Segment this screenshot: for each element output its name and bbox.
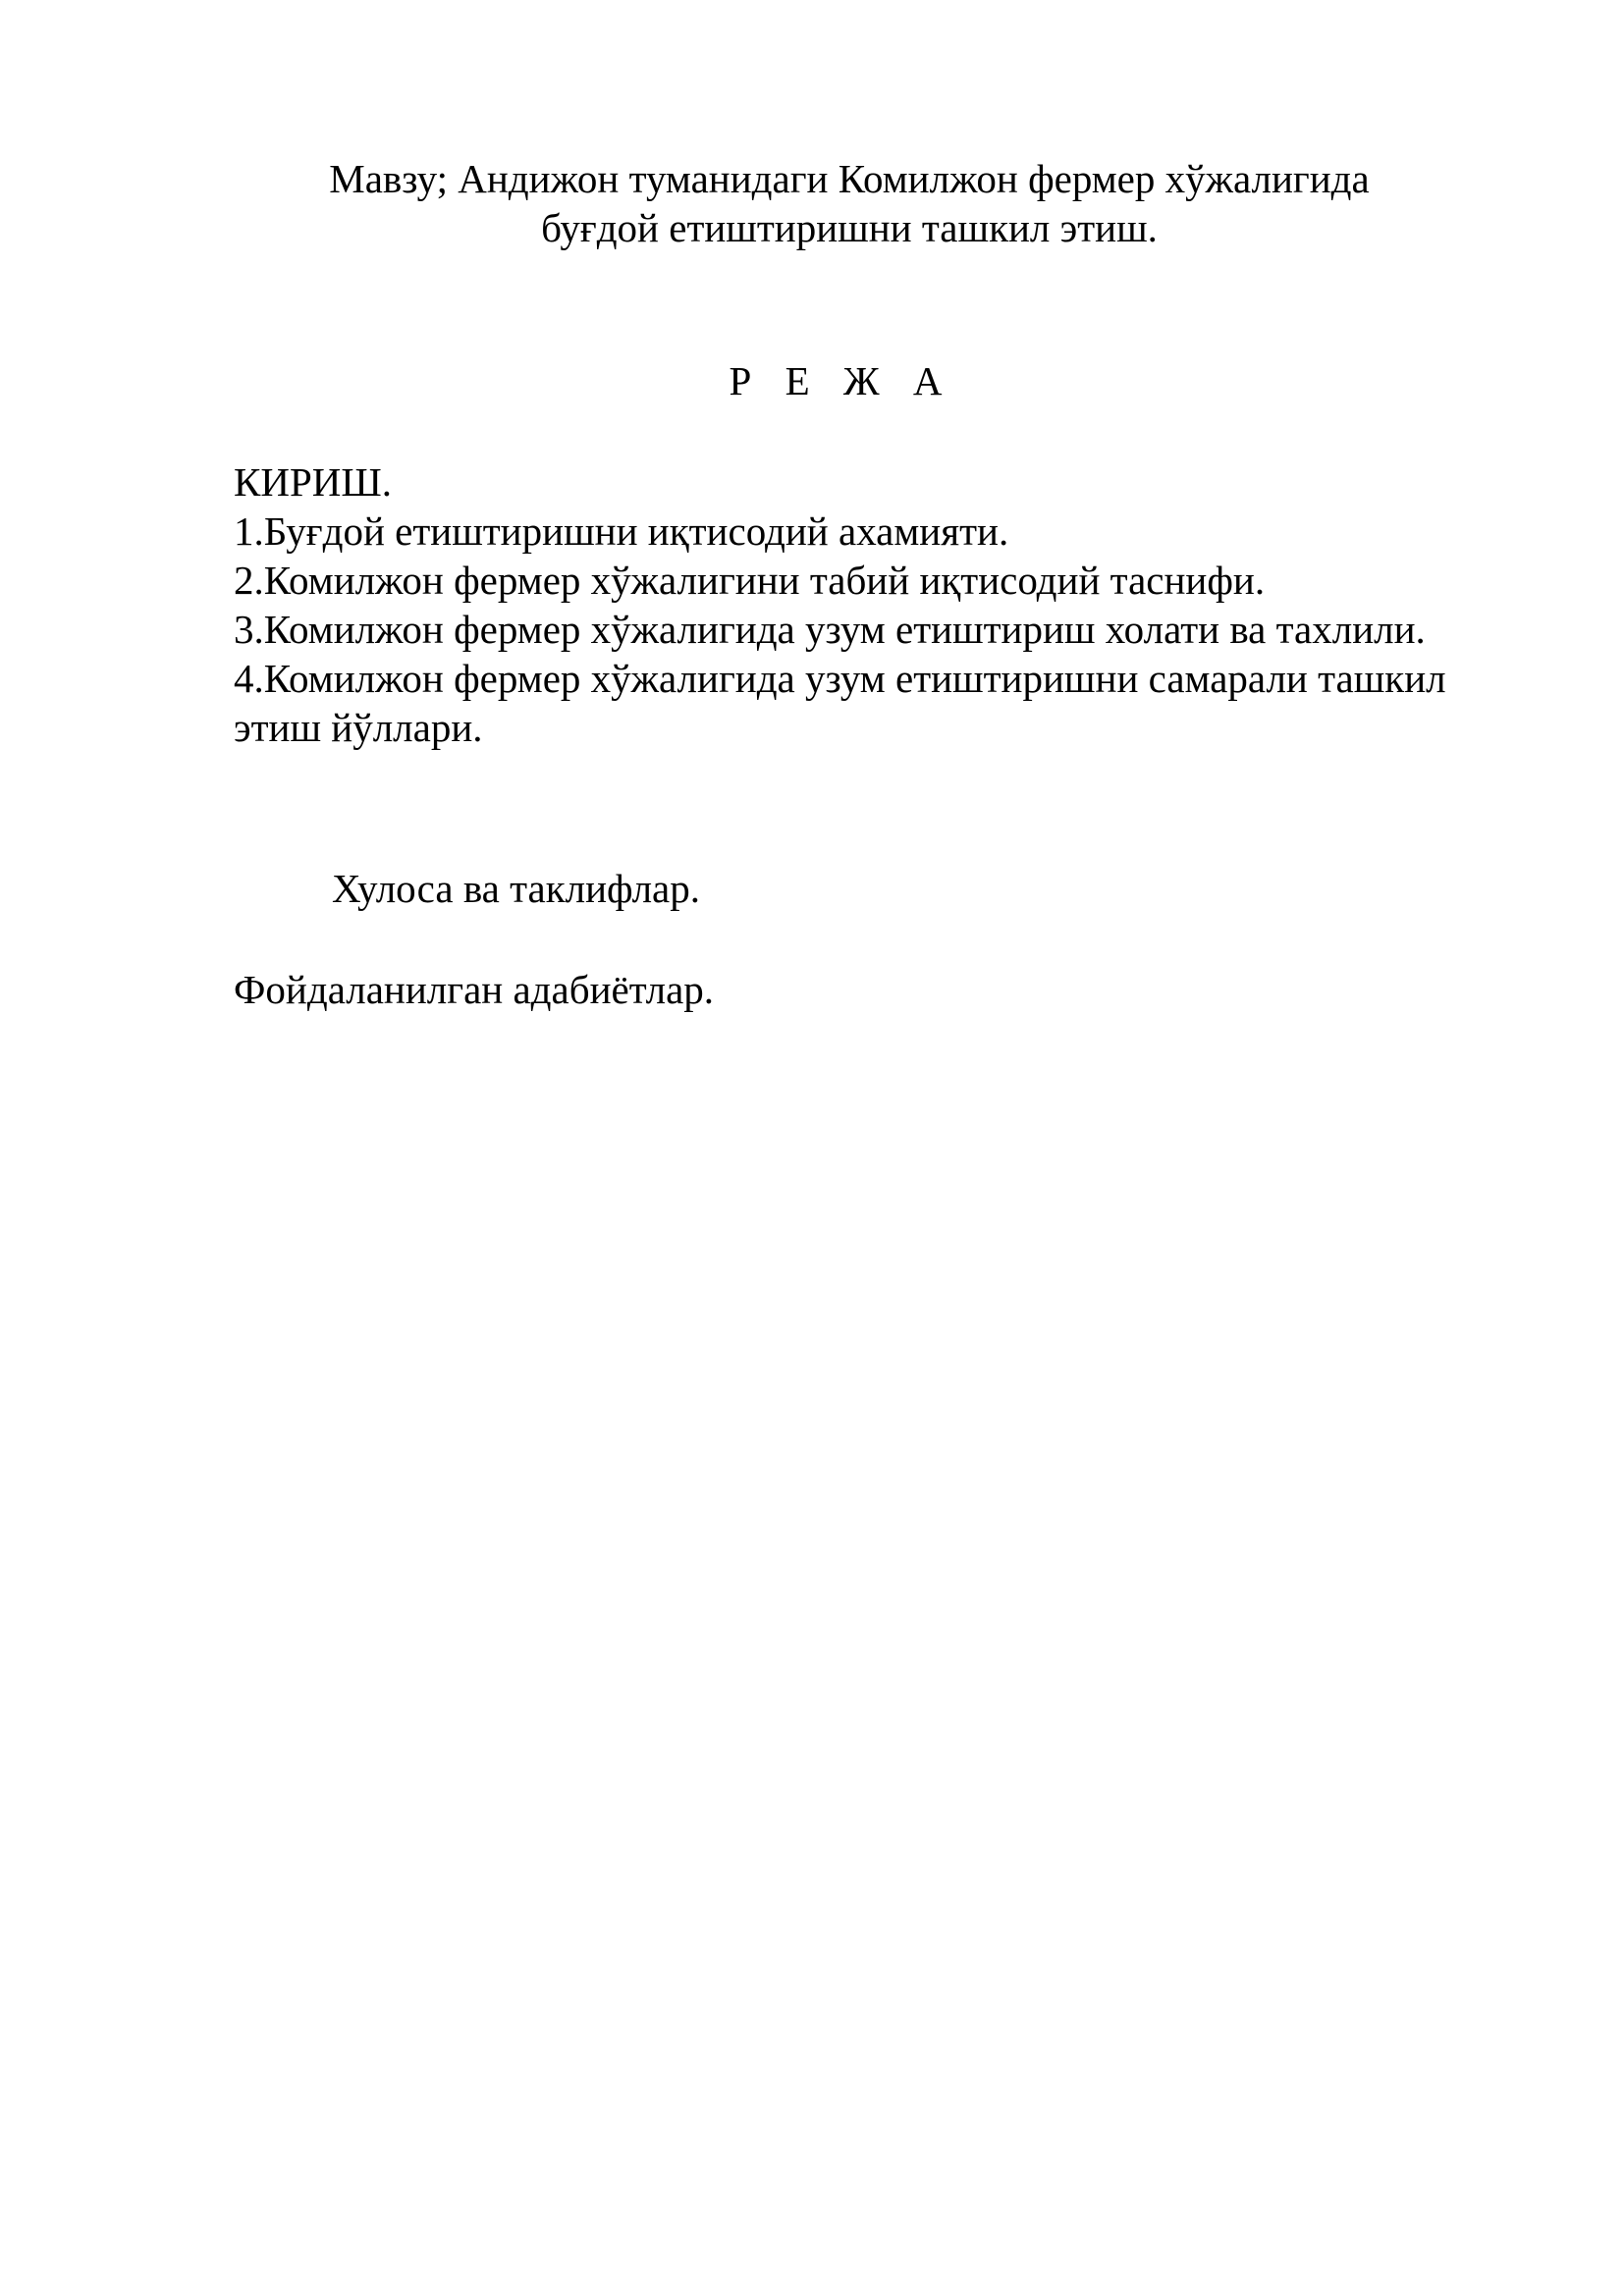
references-item: Фойдаланилган адабиётлар. — [234, 967, 715, 1012]
document-title — [236, 154, 1463, 252]
plan-heading: Р Е Ж А — [729, 358, 954, 403]
title-line-2: буғдой етиштиришни ташкил этиш. — [541, 205, 1158, 250]
title-line-1: Мавзу; Андижон туманидаги Комилжон фермер хўжалигида — [329, 156, 1370, 201]
table-of-contents — [234, 457, 1451, 752]
contents-item-4: 4.Комилжон фермер хўжалигида узум етиштиришни самарали ташкил этиш йўллари. — [234, 656, 1446, 750]
contents-item-introduction: КИРИШ. — [234, 459, 392, 505]
contents-item-2: 2.Комилжон фермер хўжалигини табий иқтисодий таснифи. — [234, 558, 1266, 603]
contents-item-1: 1.Буғдой етиштиришни иқтисодий ахамияти. — [234, 508, 1009, 554]
conclusion-item: Хулоса ва таклифлар. — [332, 866, 700, 911]
contents-item-3: 3.Комилжон фермер хўжалигида узум етиштириш холати ва тахлили. — [234, 607, 1426, 652]
